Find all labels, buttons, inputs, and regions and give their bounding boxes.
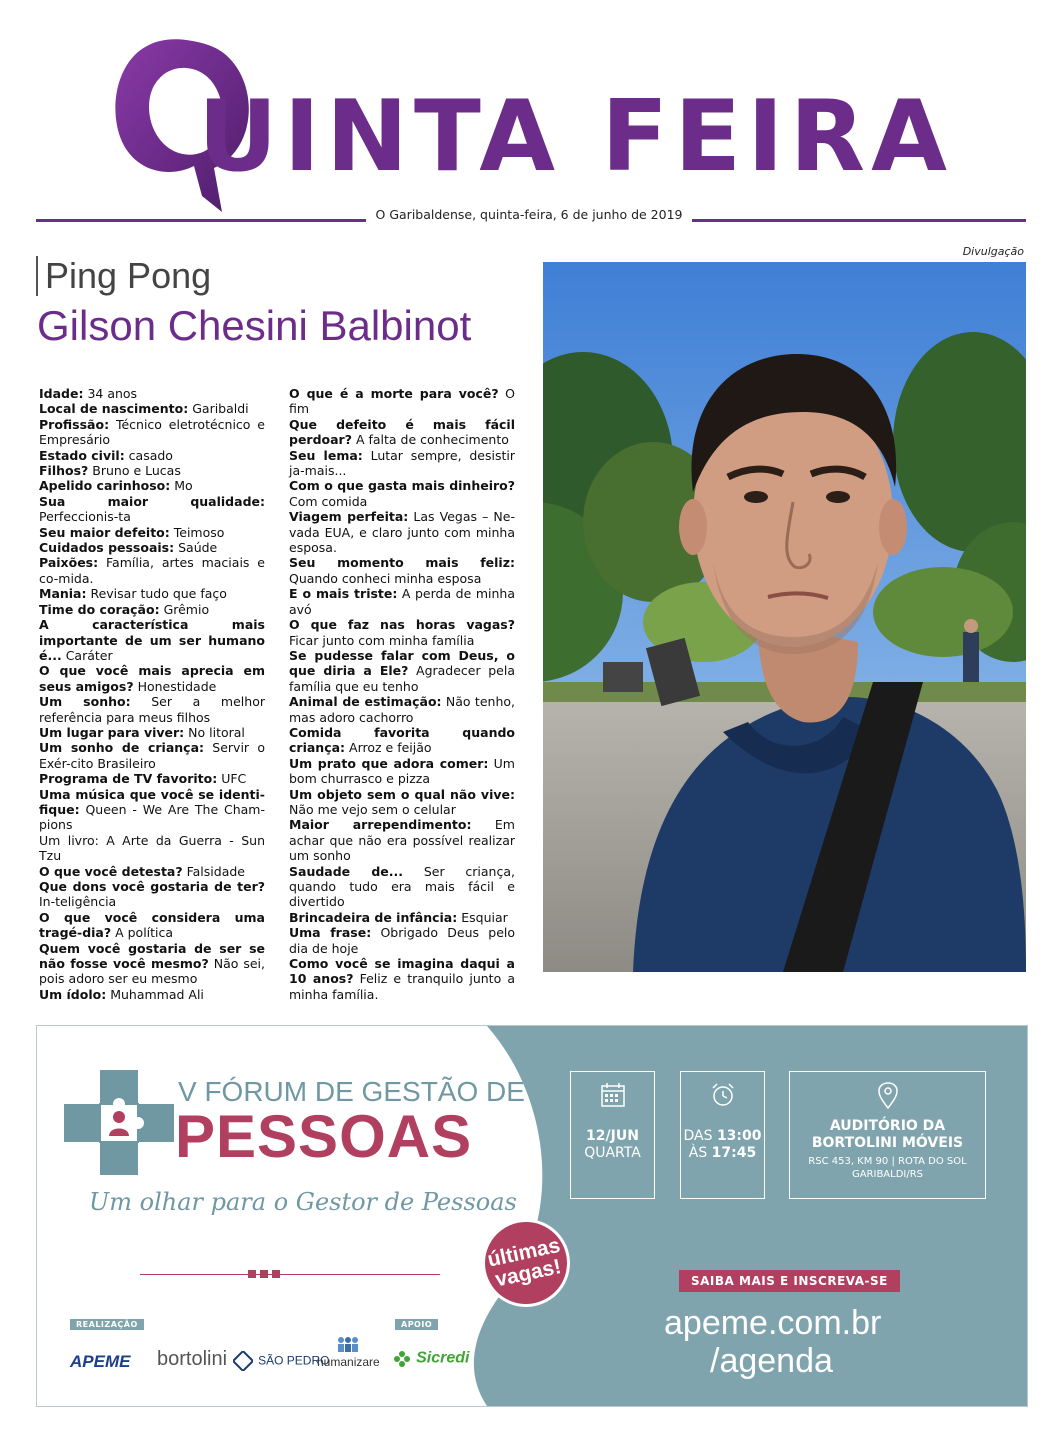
qa-item	[39, 864, 265, 879]
headline: Gilson Chesini Balbinot	[37, 302, 472, 349]
qa-question: Estado civil:	[39, 447, 125, 463]
qa-answer: A política	[111, 925, 174, 941]
qa-answer: Teimoso	[169, 524, 225, 540]
masthead-title: UINTA FEIRA	[198, 80, 953, 194]
ad-divider-ornament	[248, 1270, 284, 1278]
qa-question: Idade:	[39, 386, 84, 401]
qa-question: Uma música que você se identi-fique:	[39, 786, 265, 817]
qa-question: O que é a morte para você?	[289, 386, 499, 401]
qa-question: O que você mais aprecia em seus amigos?	[39, 663, 265, 694]
puzzle-cross-logo-icon	[64, 1070, 174, 1175]
portrait-illustration	[543, 262, 1026, 972]
qa-item	[289, 910, 515, 925]
qa-item	[289, 417, 515, 448]
qa-item	[289, 648, 515, 694]
qa-answer: Grêmio	[159, 601, 210, 617]
time-box: DAS 13:00 ÀS 17:45	[680, 1071, 765, 1199]
qa-answer: O fim	[289, 386, 516, 417]
sponsor-sao-pedro: SÃO PEDRO	[233, 1350, 329, 1371]
qa-item	[289, 817, 515, 863]
ad-title-big: PESSOAS	[175, 1103, 473, 1170]
qa-question: Brincadeira de infância:	[289, 909, 458, 925]
qa-question: Seu momento mais feliz:	[289, 555, 515, 571]
qa-question: Seu maior defeito:	[39, 524, 170, 540]
qa-item	[39, 417, 265, 448]
alarm-clock-icon	[710, 1082, 736, 1108]
qa-question: O que você considera uma tragé-dia?	[39, 909, 265, 941]
photo-credit: Divulgação	[962, 245, 1024, 258]
qa-answer: Ser a melhor referência para meus filhos	[39, 694, 265, 725]
qa-answer: Queen - We Are The Cham-pions	[39, 801, 265, 833]
qa-question: Um sonho:	[39, 694, 131, 710]
qa-item	[289, 864, 515, 910]
qa-answer: Feliz e tranquilo junto a minha família.	[289, 971, 515, 1002]
qa-answer: 34 anos	[83, 386, 138, 401]
qa-answer: Não me vejo sem o celular	[289, 801, 456, 817]
portrait-photo	[543, 262, 1026, 972]
qa-answer: Falsidade	[182, 863, 245, 879]
qa-item	[39, 463, 265, 478]
qa-item	[39, 833, 265, 864]
qa-answer: A falta de conhecimento	[351, 432, 509, 448]
qa-question: Um lugar para viver:	[39, 724, 185, 740]
qa-item	[39, 386, 265, 401]
qa-item	[289, 586, 515, 617]
dateline: O Garibaldense, quinta-feira, 6 de junho de 2019	[0, 207, 1058, 222]
qa-question: Que dons você gostaria de ter?	[39, 879, 265, 894]
qa-item	[39, 725, 265, 740]
qa-answer: Servir o Exér-cito Brasileiro	[39, 740, 265, 771]
people-logo-icon	[334, 1336, 362, 1352]
qa-question: Com o que gasta mais dinheiro?	[289, 478, 515, 494]
qa-answer: No litoral	[184, 724, 245, 740]
qa-question: Time do coração:	[39, 601, 160, 617]
qa-item	[39, 941, 265, 987]
qa-question: Apelido carinhoso:	[39, 478, 171, 494]
qa-question: Programa de TV favorito:	[39, 771, 218, 787]
qa-question: Seu lema:	[289, 447, 363, 463]
qa-item	[39, 694, 265, 725]
qa-item	[39, 448, 265, 463]
qa-answer: Um livro: A Arte da Guerra - Sun Tzu	[39, 832, 265, 864]
qa-item	[289, 386, 515, 417]
qa-answer: Técnico eletrotécnico e Empresário	[39, 416, 265, 448]
qa-answer: casado	[124, 447, 173, 463]
qa-question: A característica mais importante de um ser humano é...	[39, 617, 265, 663]
qa-answer: Família, artes maciais e co-mida.	[39, 555, 265, 586]
qa-item	[39, 771, 265, 786]
qa-answer: In-teligência	[39, 894, 117, 910]
qa-item	[39, 663, 265, 694]
qa-question: O que faz nas horas vagas?	[289, 617, 515, 633]
qa-question: Viagem perfeita:	[289, 509, 409, 525]
qa-question: O que você detesta?	[39, 863, 183, 879]
qa-answer: Muhammad Ali	[106, 986, 204, 1002]
qa-answer: Bruno e Lucas	[88, 463, 181, 479]
qa-item	[39, 879, 265, 910]
qa-answer: Não sei, pois adoro ser eu mesmo	[39, 956, 265, 987]
qa-question: Filhos?	[39, 463, 89, 479]
qa-answer: Saúde	[174, 540, 218, 556]
qa-answer: Com comida	[289, 493, 368, 509]
qa-item	[289, 478, 515, 509]
qa-question: Que defeito é mais fácil perdoar?	[289, 416, 515, 448]
qa-item	[39, 540, 265, 555]
qa-answer: Revisar tudo que faço	[86, 586, 227, 602]
qa-question: Quem você gostaria de ser se não fosse você mesmo?	[39, 940, 265, 972]
qa-question: E o mais triste:	[289, 586, 398, 602]
event-advertisement	[36, 1025, 1028, 1407]
qa-item	[289, 925, 515, 956]
qa-question: Cuidados pessoais:	[39, 540, 175, 556]
qa-item	[289, 787, 515, 818]
qa-answer: Honestidade	[133, 678, 217, 694]
qa-answer: Não tenho, mas adoro cachorro	[289, 694, 515, 725]
location-pin-icon	[877, 1082, 899, 1110]
qa-answer: Garibaldi	[188, 401, 249, 417]
qa-answer: Arroz e feijão	[345, 740, 432, 756]
sicredi-logo-icon	[393, 1350, 411, 1368]
qa-item	[289, 509, 515, 555]
qa-answer: Mo	[170, 478, 193, 494]
masthead	[36, 0, 1026, 225]
qa-item	[39, 617, 265, 663]
qa-item	[39, 987, 265, 1002]
qa-item	[289, 725, 515, 756]
last-spots-badge: últimas vagas!	[477, 1214, 574, 1311]
qa-item	[39, 602, 265, 617]
qa-question: Um objeto sem o qual não vive:	[289, 786, 515, 802]
qa-item	[39, 401, 265, 416]
venue-box: AUDITÓRIO DA BORTOLINI MÓVEIS RSC 453, KM 90 | ROTA DO SOL GARIBALDI/RS	[789, 1071, 986, 1199]
qa-column-1	[39, 386, 265, 1002]
qa-item	[39, 910, 265, 941]
qa-item	[39, 787, 265, 833]
qa-question: Um ídolo:	[39, 986, 107, 1002]
qa-question: Um prato que adora comer:	[289, 755, 489, 771]
qa-item	[39, 740, 265, 771]
qa-item	[39, 478, 265, 493]
apoio-label: APOIO	[395, 1319, 438, 1330]
qa-answer: A perda de minha avó	[289, 586, 515, 617]
ad-tagline: Um olhar para o Gestor de Pessoas	[89, 1188, 517, 1216]
qa-question: Local de nascimento:	[39, 401, 189, 417]
qa-question: Maior arrependimento:	[289, 817, 472, 833]
qa-item	[289, 694, 515, 725]
qa-item	[39, 586, 265, 601]
qa-answer: Ficar junto com minha família	[289, 632, 475, 648]
sponsor-bortolini: bortolini	[157, 1348, 228, 1370]
qa-item	[39, 525, 265, 540]
qa-answer: Agradecer pela família que eu tenho	[289, 663, 515, 694]
qa-answer: Caráter	[61, 647, 113, 663]
qa-question: Animal de estimação:	[289, 694, 442, 710]
qa-item	[39, 555, 265, 586]
qa-answer: Lutar sempre, desistir ja-mais...	[289, 447, 516, 479]
qa-item	[39, 494, 265, 525]
qa-item	[289, 448, 515, 479]
qa-answer: Em achar que não era possível realizar um sonho	[289, 817, 515, 864]
qa-question: Um sonho de criança:	[39, 740, 205, 756]
qa-question: Paixões:	[39, 555, 99, 571]
date-box: 12/JUN QUARTA	[570, 1071, 655, 1199]
qa-question: Como você se imagina daqui a 10 anos?	[289, 956, 515, 987]
qa-item	[289, 756, 515, 787]
calendar-icon	[600, 1082, 626, 1108]
qa-answer: Obrigado Deus pelo dia de hoje	[289, 925, 516, 956]
qa-question: Comida favorita quando criança:	[289, 724, 515, 756]
qa-answer: Las Vegas – Ne-vada EUA, e claro junto com minha esposa.	[289, 509, 515, 556]
qa-answer: Perfeccionis-ta	[39, 509, 131, 525]
sponsor-apeme: APEME	[70, 1352, 131, 1371]
qa-item	[289, 956, 515, 1002]
cta-label: SAIBA MAIS E INSCREVA-SE	[679, 1270, 900, 1292]
ad-title-small: V FÓRUM DE GESTÃO DE	[178, 1076, 525, 1107]
diamond-logo-icon	[233, 1351, 253, 1371]
qa-item	[289, 617, 515, 648]
qa-question: Sua maior qualidade:	[39, 493, 265, 509]
qa-answer: Ser criança, quando tudo era mais fácil e divertido	[289, 863, 515, 910]
realizacao-label: REALIZAÇÃO	[70, 1319, 144, 1330]
sponsor-humanizare: humanizare	[317, 1336, 380, 1369]
qa-answer: Um bom churrasco e pizza	[289, 755, 515, 787]
section-title: Ping Pong	[36, 256, 211, 296]
qa-column-2	[289, 386, 515, 1002]
registration-url[interactable]: apeme.com.br /agenda	[664, 1304, 882, 1380]
qa-answer: UFC	[217, 771, 247, 787]
qa-answer: Esquiar	[457, 909, 508, 925]
qa-question: Mania:	[39, 586, 87, 602]
qa-question: Uma frase:	[289, 925, 372, 941]
qa-question: Saudade de...	[289, 863, 404, 879]
qa-item	[289, 555, 515, 586]
qa-question: Se pudesse falar com Deus, o que diria a Ele?	[289, 647, 515, 679]
sponsor-sicredi: Sicredi	[393, 1348, 469, 1368]
qa-question: Profissão:	[39, 416, 110, 432]
qa-answer: Quando conheci minha esposa	[289, 570, 482, 586]
ad-divider	[140, 1274, 440, 1275]
